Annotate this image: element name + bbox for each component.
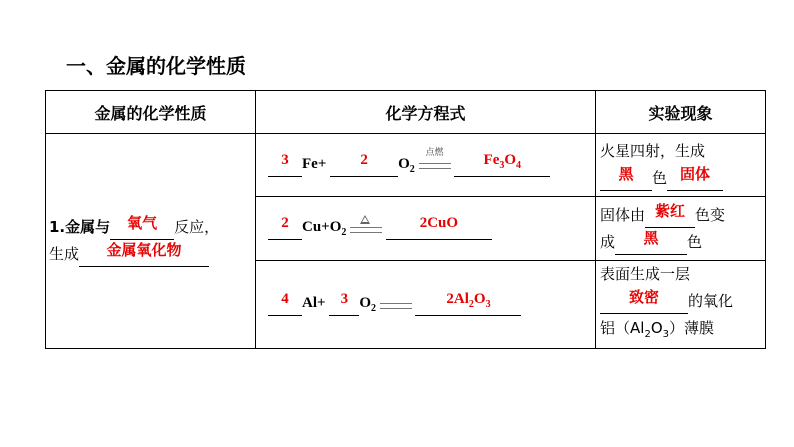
fe-phenomenon-line2 xyxy=(600,165,765,192)
property-line-1 xyxy=(49,214,255,241)
fe-o2-coef-blank xyxy=(330,151,398,177)
al-line3-sub1: 2 xyxy=(644,329,651,340)
cu-product-blank xyxy=(386,217,492,240)
al-line3-o: O xyxy=(650,319,663,337)
al-answer: 致密 xyxy=(628,288,659,306)
cu-product: 2CuO xyxy=(419,215,459,231)
equation-cell-cu xyxy=(256,197,596,261)
header-equation: 化学方程式 xyxy=(256,91,596,134)
property-prefix: 1.金属与 xyxy=(49,218,111,236)
al-o2-coef-blank xyxy=(329,293,359,316)
table-header-row xyxy=(46,91,766,134)
fe-o2: O xyxy=(398,155,410,172)
cu-phenomenon-line1 xyxy=(600,202,765,229)
chemistry-table xyxy=(45,90,766,349)
section-title: 一、金属的化学性质 xyxy=(66,54,246,78)
header-property: 金属的化学性质 xyxy=(46,91,256,134)
al-coef-blank xyxy=(268,293,302,316)
al-line3-suffix: ）薄膜 xyxy=(669,319,715,337)
al-condition xyxy=(380,297,412,311)
cu-color2-blank xyxy=(615,228,687,255)
cu-color1-blank xyxy=(645,201,695,228)
fe-product-sub2: 4 xyxy=(516,159,522,171)
equals-bars xyxy=(419,163,451,169)
al-o2-coef: 3 xyxy=(340,291,349,307)
equation-cell-al xyxy=(256,261,596,349)
fe-state-blank xyxy=(667,165,723,191)
al-product-sub2: 3 xyxy=(485,299,491,310)
fe-coef: 3 xyxy=(281,151,289,168)
cu-coef-blank xyxy=(268,217,302,240)
al-line3-prefix: 铝（Al xyxy=(600,319,645,337)
fe-product-fe: Fe xyxy=(483,151,500,168)
property-blank-2 xyxy=(79,241,209,267)
header-phenomenon: 实验现象 xyxy=(596,91,766,134)
cu-color1-answer: 紫红 xyxy=(655,201,686,220)
fe-product-sub1: 3 xyxy=(499,159,505,171)
al-phenomenon-line2 xyxy=(600,288,765,315)
fe-o2-coef: 2 xyxy=(360,151,368,168)
al-o2: O xyxy=(359,295,371,311)
fe-color-blank xyxy=(600,165,652,191)
al-product-o: O xyxy=(473,291,486,307)
delta-icon xyxy=(360,215,370,224)
property-line-2 xyxy=(49,241,255,268)
al-reactant: Al+ xyxy=(302,295,326,311)
cu-phenomenon-line2 xyxy=(600,229,765,256)
property-answer-2: 金属氧化物 xyxy=(106,241,182,259)
al-product-blank xyxy=(415,293,521,316)
equation-cell-fe xyxy=(256,134,596,197)
al-blank xyxy=(600,288,688,314)
heat-condition xyxy=(350,221,382,235)
fe-state-answer: 固体 xyxy=(680,165,711,183)
cu-line2-prefix: 成 xyxy=(600,232,616,251)
phenomenon-cell-al xyxy=(596,261,766,349)
cu-suffix: 色变 xyxy=(695,205,726,224)
ignite-label: 点燃 xyxy=(425,148,444,159)
fe-product-o: O xyxy=(504,151,517,168)
cu-o2-sub: 2 xyxy=(341,227,347,238)
cu-line2-suffix: 色 xyxy=(687,232,703,251)
property-answer-1: 氧气 xyxy=(127,214,158,232)
al-product-al: 2Al xyxy=(446,291,469,307)
cu-reactant: Cu+O xyxy=(302,219,342,235)
al-after: 的氧化 xyxy=(688,292,734,310)
al-o2-sub: 2 xyxy=(370,303,376,314)
phenomenon-cell-fe xyxy=(596,134,766,197)
al-coef: 4 xyxy=(281,291,289,307)
phenomenon-cell-cu xyxy=(596,197,766,261)
equals-bars xyxy=(380,303,412,309)
property-suffix: 反应， xyxy=(174,218,220,236)
fe-reactant: Fe+ xyxy=(302,155,327,172)
cu-coef: 2 xyxy=(281,215,289,231)
table-row xyxy=(46,134,766,197)
fe-color-suffix: 色 xyxy=(652,169,668,187)
fe-product-blank xyxy=(454,151,550,177)
ignite-condition xyxy=(419,148,451,171)
fe-color-answer: 黑 xyxy=(618,165,634,183)
al-phenomenon-line3 xyxy=(600,315,765,348)
cu-color2-answer: 黑 xyxy=(643,228,659,247)
al-product-sub1: 2 xyxy=(468,299,474,310)
property-blank-1 xyxy=(110,214,174,240)
al-line3-sub2: 3 xyxy=(662,329,669,340)
al-phenomenon-line1: 表面生成一层 xyxy=(600,265,691,283)
property-line2-prefix: 生成 xyxy=(49,245,80,263)
fe-phenomenon-line1: 火星四射，生成 xyxy=(600,142,706,160)
cu-prefix: 固体由 xyxy=(600,205,646,224)
equals-bars xyxy=(350,227,382,233)
al-product xyxy=(446,291,491,310)
fe-o2-sub: 2 xyxy=(409,163,415,175)
property-cell xyxy=(46,134,256,349)
fe-product xyxy=(483,151,522,171)
fe-coef-blank xyxy=(268,151,302,177)
